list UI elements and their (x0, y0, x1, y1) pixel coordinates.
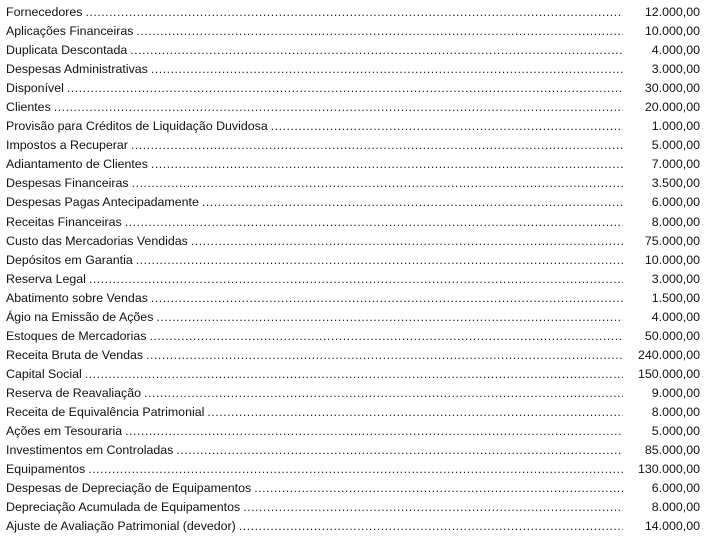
account-row (6, 174, 700, 193)
account-value: 1.000,00 (651, 119, 700, 134)
account-row (6, 517, 700, 536)
account-value: 30.000,00 (644, 81, 700, 96)
dot-leader (136, 251, 623, 270)
account-value: 8.000,00 (651, 404, 700, 419)
account-row (6, 193, 700, 212)
account-value: 240.000,00 (637, 347, 700, 362)
account-value: 10.000,00 (644, 24, 700, 39)
account-label: Duplicata Descontada (6, 43, 128, 58)
account-label: Despesas Pagas Antecipadamente (6, 195, 199, 210)
account-label: Impostos a Recuperar (6, 138, 128, 153)
account-row (6, 232, 700, 251)
dot-leader (131, 136, 623, 155)
account-label: Despesas de Depreciação de Equipamentos (6, 481, 252, 496)
account-row (6, 365, 700, 384)
account-row (6, 60, 700, 79)
account-row (6, 155, 700, 174)
dot-leader (89, 270, 623, 289)
account-value: 8.000,00 (651, 214, 700, 229)
account-row (6, 384, 700, 403)
account-label: Ações em Tesouraria (6, 424, 123, 439)
dot-leader (125, 213, 623, 232)
account-label: Depreciação Acumulada de Equipamentos (6, 500, 241, 515)
account-value: 3.500,00 (651, 176, 700, 191)
account-value: 6.000,00 (651, 481, 700, 496)
account-row (6, 403, 700, 422)
account-label: Provisão para Créditos de Liquidação Duvidosa (6, 119, 268, 134)
account-label: Adiantamento de Clientes (6, 157, 148, 172)
account-label: Despesas Administrativas (6, 62, 148, 77)
account-row (6, 498, 700, 517)
account-value: 130.000,00 (637, 462, 700, 477)
account-value: 20.000,00 (644, 100, 700, 115)
account-label: Receita de Equivalência Patrimonial (6, 404, 205, 419)
account-label: Investimentos em Controladas (6, 443, 174, 458)
account-value: 5.000,00 (651, 424, 700, 439)
dot-leader (207, 403, 623, 422)
account-value: 4.000,00 (651, 309, 700, 324)
account-value: 150.000,00 (637, 366, 700, 381)
account-label: Capital Social (6, 366, 82, 381)
account-row (6, 327, 700, 346)
dot-leader (271, 117, 623, 136)
account-value: 9.000,00 (651, 385, 700, 400)
account-label: Disponível (6, 81, 64, 96)
account-value: 5.000,00 (651, 138, 700, 153)
account-label: Estoques de Mercadorias (6, 328, 147, 343)
account-value: 75.000,00 (644, 233, 700, 248)
dot-leader (88, 460, 623, 479)
account-row (6, 289, 700, 308)
account-label: Reserva de Reavaliação (6, 385, 141, 400)
account-row (6, 479, 700, 498)
account-row (6, 136, 700, 155)
account-value: 1.500,00 (651, 290, 700, 305)
account-value: 3.000,00 (651, 271, 700, 286)
dot-leader (151, 60, 623, 79)
account-label: Despesas Financeiras (6, 176, 129, 191)
account-label: Aplicações Financeiras (6, 24, 134, 39)
account-row (6, 308, 700, 327)
dot-leader (67, 79, 623, 98)
account-value: 12.000,00 (644, 5, 700, 19)
account-row (6, 22, 700, 41)
account-row (6, 441, 700, 460)
account-value: 50.000,00 (644, 328, 700, 343)
dot-leader (191, 232, 623, 251)
account-label: Abatimento sobre Vendas (6, 290, 148, 305)
dot-leader (202, 193, 623, 212)
dot-leader (151, 155, 623, 174)
dot-leader (239, 517, 623, 536)
account-label: Depósitos em Garantia (6, 252, 133, 267)
dot-leader (151, 289, 623, 308)
dot-leader (144, 384, 623, 403)
dot-leader (146, 346, 623, 365)
account-row (6, 270, 700, 289)
dot-leader (136, 22, 623, 41)
account-row (6, 79, 700, 98)
account-row (6, 98, 700, 117)
dot-leader (130, 41, 623, 60)
account-row (6, 251, 700, 270)
account-row (6, 117, 700, 136)
dot-leader (156, 308, 623, 327)
account-label: Clientes (6, 100, 51, 115)
account-label: Ajuste de Avaliação Patrimonial (devedor) (6, 519, 236, 534)
account-value: 4.000,00 (651, 43, 700, 58)
account-label: Custo das Mercadorias Vendidas (6, 233, 188, 248)
account-label: Receitas Financeiras (6, 214, 122, 229)
account-value: 14.000,00 (644, 519, 700, 534)
account-row (6, 346, 700, 365)
dot-leader (54, 98, 623, 117)
account-value: 10.000,00 (644, 252, 700, 267)
account-value: 3.000,00 (651, 62, 700, 77)
dot-leader (85, 365, 623, 384)
account-row (6, 213, 700, 232)
account-value: 8.000,00 (651, 500, 700, 515)
account-value: 7.000,00 (651, 157, 700, 172)
account-label: Receita Bruta de Vendas (6, 347, 144, 362)
account-label: Ágio na Emissão de Ações (6, 309, 154, 324)
account-value: 6.000,00 (651, 195, 700, 210)
account-row (6, 41, 700, 60)
account-row (6, 422, 700, 441)
dot-leader (254, 479, 623, 498)
account-value: 85.000,00 (644, 443, 700, 458)
dot-leader (125, 422, 623, 441)
account-label: Fornecedores (6, 5, 83, 19)
account-row (6, 460, 700, 479)
dot-leader (85, 3, 623, 22)
dot-leader (132, 174, 623, 193)
account-label: Equipamentos (6, 462, 86, 477)
dot-leader (176, 441, 623, 460)
account-row (6, 3, 700, 22)
dot-leader (243, 498, 623, 517)
account-label: Reserva Legal (6, 271, 86, 286)
dot-leader (150, 327, 623, 346)
